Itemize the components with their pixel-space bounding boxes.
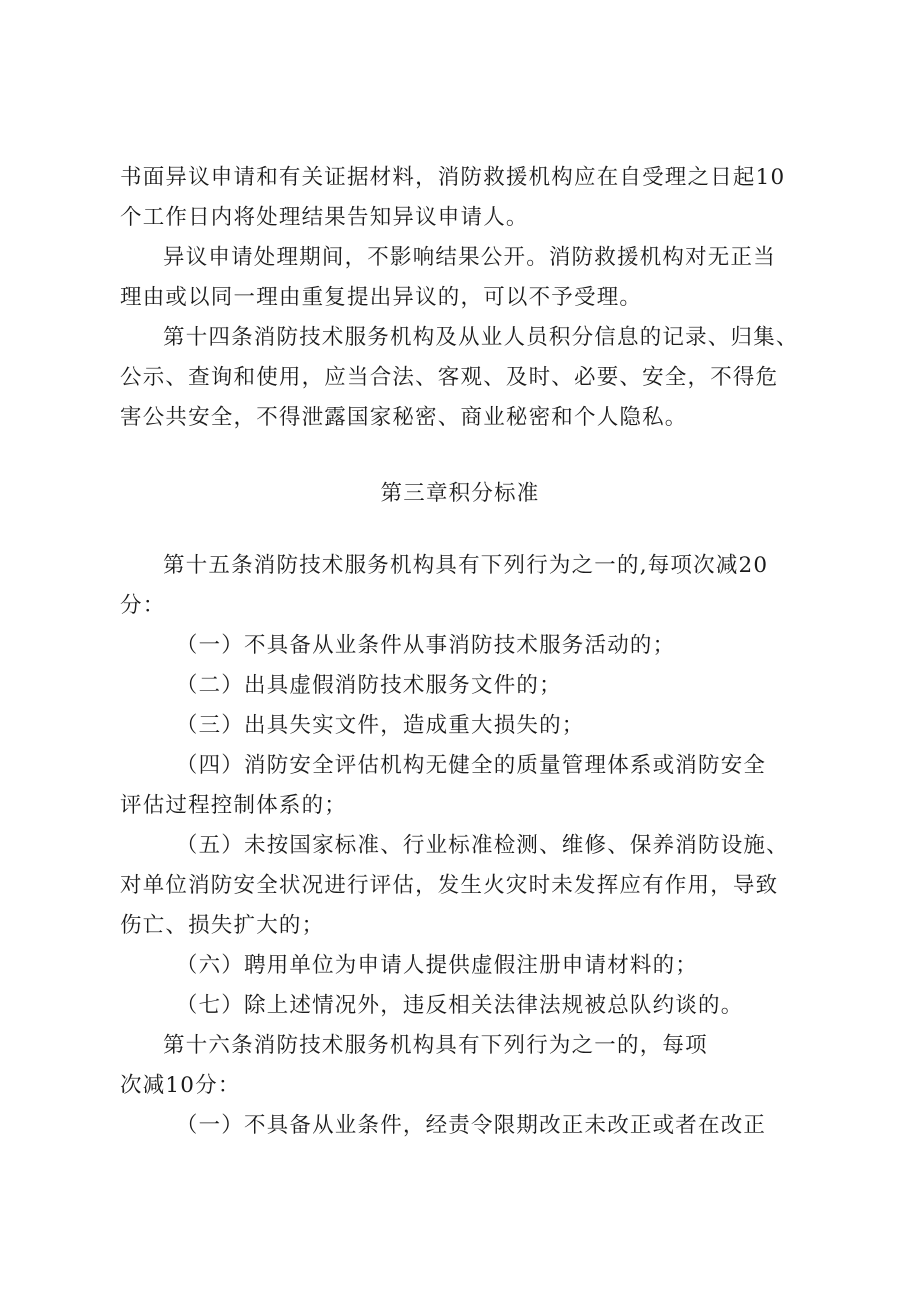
article-16-line: 次减10分： <box>120 1073 241 1098</box>
article-14-line: 公示、查询和使用，应当合法、客观、及时、必要、安全，不得危 <box>120 365 779 390</box>
list-item-continuation: 伤亡、损失扩大的； <box>120 913 325 938</box>
article-15-line: 分： <box>120 593 166 618</box>
list-item: （六）聘用单位为申请人提供虚假注册申请材料的； <box>175 953 698 978</box>
list-item: （三）出具失实文件，造成重大损失的； <box>175 713 585 738</box>
list-item: （二）出具虚假消防技术服务文件的； <box>175 673 562 698</box>
list-item: （五）未按国家标准、行业标准检测、维修、保养消防设施、 <box>175 833 789 858</box>
list-item: （一）不具备从业条件从事消防技术服务活动的； <box>175 633 676 658</box>
list-item: （四）消防安全评估机构无健全的质量管理体系或消防安全 <box>175 753 767 778</box>
list-item: （一）不具备从业条件，经责令限期改正未改正或者在改正 <box>175 1113 767 1138</box>
article-14-line: 害公共安全，不得泄露国家秘密、商业秘密和个人隐私。 <box>120 405 688 430</box>
list-item-continuation: 评估过程控制体系的； <box>120 793 348 818</box>
article-15-line: 第十五条消防技术服务机构具有下列行为之一的,每项次减20 <box>163 553 769 578</box>
chapter-heading: 第三章积分标准 <box>380 481 540 506</box>
list-item: （七）除上述情况外，违反相关法律法规被总队约谈的。 <box>175 993 744 1018</box>
paragraph-line: 理由或以同一理由重复提出异议的，可以不予受理。 <box>120 285 643 310</box>
paragraph-line: 书面异议申请和有关证据材料，消防救援机构应在自受理之日起10 <box>120 165 786 190</box>
text-block-bottom <box>120 546 800 1146</box>
paragraph-line: 异议申请处理期间，不影响结果公开。消防救援机构对无正当 <box>163 245 776 270</box>
article-14-line: 第十四条消防技术服务机构及从业人员积分信息的记录、归集、 <box>163 325 799 350</box>
paragraph-line: 个工作日内将处理结果告知异议申请人。 <box>120 205 529 230</box>
list-item-continuation: 对单位消防安全状况进行评估，发生火灾时未发挥应有作用，导致 <box>120 873 779 898</box>
text-block-top <box>120 158 800 438</box>
article-16-line: 第十六条消防技术服务机构具有下列行为之一的，每项 <box>163 1033 708 1058</box>
